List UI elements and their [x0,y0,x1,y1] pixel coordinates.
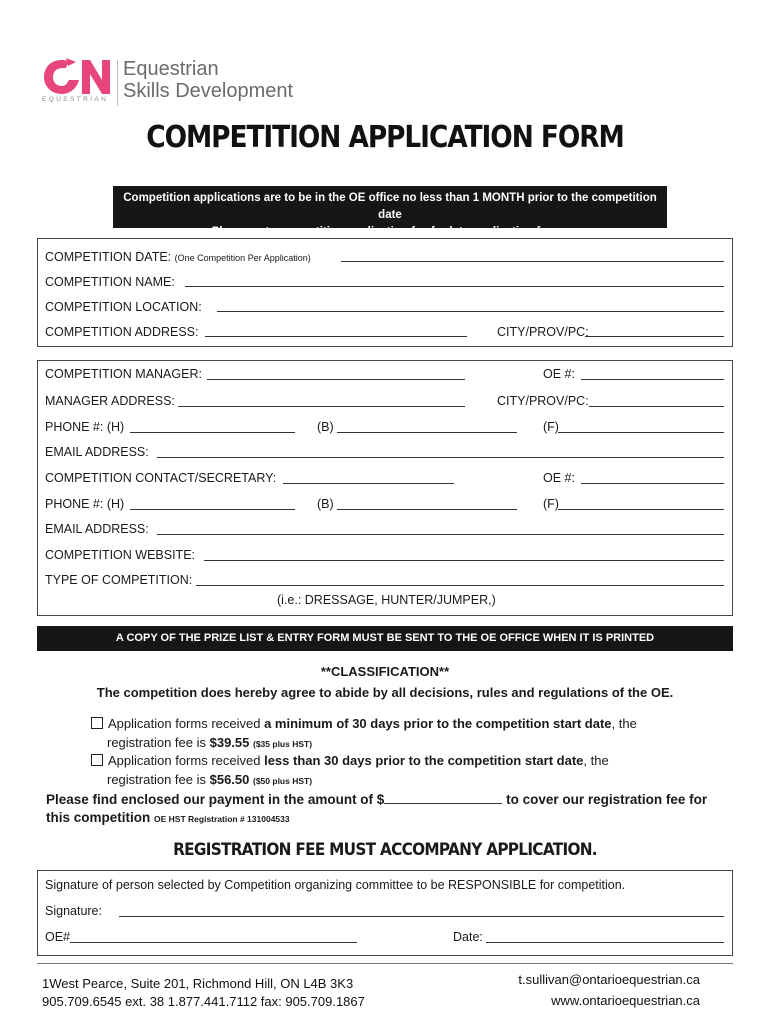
phone-fax-field[interactable] [558,432,724,433]
contact-secretary-field[interactable] [283,483,454,484]
phone2-fax-label: (F) [543,497,559,511]
logo-subtitle: EQUESTRIAN [42,96,109,103]
early-fee-checkbox[interactable] [91,717,103,729]
deadline-line-2: ~~ Please note competition application fee for late application forms ~~ [195,226,585,238]
email2-label: EMAIL ADDRESS: [45,522,149,536]
footer-address: 1West Pearce, Suite 201, Richmond Hill, ON L4B 3K3 [42,976,354,991]
phone-business-label: (B) [317,420,334,434]
contact-oe-label: OE #: [543,471,575,485]
website-field[interactable] [204,560,724,561]
contact-secretary-label: COMPETITION CONTACT/SECRETARY: [45,471,277,485]
website-label: COMPETITION WEBSITE: [45,548,196,562]
hst-registration: OE HST Registration # 131004533 [154,814,290,824]
competition-location-label: COMPETITION LOCATION: [45,300,202,314]
option-late-fee: Application forms received less than 30 days prior to the competition start date, the [91,753,609,768]
competition-address-field[interactable] [205,336,467,337]
email2-field[interactable] [157,534,724,535]
date-field[interactable] [486,942,724,943]
manager-label: COMPETITION MANAGER: [45,367,202,381]
phone-home-field[interactable] [130,432,295,433]
responsible-statement: Signature of person selected by Competition organizing committee to be RESPONSIBLE for competition. [45,878,626,892]
competition-type-label: TYPE OF COMPETITION: [45,573,193,587]
competition-name-field[interactable] [185,286,724,287]
competition-type-field[interactable] [196,585,724,586]
phone-home-label: PHONE #: (H) [45,420,125,434]
prize-list-banner: A COPY OF THE PRIZE LIST & ENTRY FORM MUST BE SENT TO THE OE OFFICE WHEN IT IS PRINTED [37,626,733,651]
late-fee-amount: registration fee is $56.50 ($50 plus HST) [107,772,313,787]
footer-website[interactable]: www.ontarioequestrian.ca [551,993,700,1008]
manager-field[interactable] [207,379,465,380]
oe-field[interactable] [70,942,357,943]
competition-date-label: COMPETITION DATE: (One Competition Per Application) [45,250,311,264]
signature-field[interactable] [119,916,724,917]
logo-text [123,58,293,102]
manager-city-field[interactable] [589,406,724,407]
ontario-equestrian-logo [42,54,332,110]
phone2-home-label: PHONE #: (H) [45,497,125,511]
phone2-business-field[interactable] [337,509,517,510]
payment-amount-field[interactable] [384,791,502,804]
deadline-banner [113,186,667,238]
contact-oe-field[interactable] [581,483,724,484]
date-label: Date: [453,930,483,944]
competition-address-label: COMPETITION ADDRESS: [45,325,199,339]
abide-statement: The competition does hereby agree to abide by all decisions, rules and regulations of the OE. [96,685,674,700]
email-label: EMAIL ADDRESS: [45,445,149,459]
logo-line-2: Skills Development [123,80,294,102]
page-title: COMPETITION APPLICATION FORM [146,120,624,155]
footer-divider [37,963,733,964]
manager-oe-label: OE #: [543,367,575,381]
on-logo-icon [42,54,112,102]
footer-phones: 905.709.6545 ext. 38 1.877.441.7112 fax: 905.709.1867 [42,994,365,1009]
footer-email[interactable]: t.sullivan@ontarioequestrian.ca [518,972,700,987]
phone2-home-field[interactable] [130,509,295,510]
option-early-fee: Application forms received a minimum of 30 days prior to the competition start date, the [91,716,637,731]
deadline-line-1: Competition applications are to be in the OE office no less than 1 MONTH prior to the competition date [123,192,657,221]
logo-divider [117,60,118,106]
manager-address-field[interactable] [178,406,465,407]
classification-heading: **CLASSIFICATION** [320,664,450,679]
email-field[interactable] [157,457,724,458]
signature-label: Signature: [45,904,102,918]
registration-fee-notice: REGISTRATION FEE MUST ACCOMPANY APPLICATION. [173,840,597,860]
payment-statement: Please find enclosed our payment in the amount of $ to cover our registration fee for [46,792,708,807]
competition-date-note: (One Competition Per Application) [174,253,311,263]
early-fee-amount: registration fee is $39.55 ($35 plus HST) [107,735,313,750]
phone-fax-label: (F) [543,420,559,434]
logo-line-1: Equestrian [123,58,219,80]
late-fee-checkbox[interactable] [91,754,103,766]
manager-city-label: CITY/PROV/PC: [497,394,589,408]
competition-name-label: COMPETITION NAME: [45,275,175,289]
competition-location-field[interactable] [217,311,724,312]
competition-city-field[interactable] [585,336,724,337]
competition-city-label: CITY/PROV/PC: [497,325,589,339]
competition-type-example: (i.e.: DRESSAGE, HUNTER/JUMPER,) [277,593,496,607]
phone2-fax-field[interactable] [558,509,724,510]
competition-date-field[interactable] [341,261,724,262]
manager-address-label: MANAGER ADDRESS: [45,394,175,408]
phone-business-field[interactable] [337,432,517,433]
phone2-business-label: (B) [317,497,334,511]
oe-label: OE# [45,930,71,944]
payment-statement-end: this competition OE HST Registration # 131004533 [46,810,290,825]
manager-oe-field[interactable] [581,379,724,380]
